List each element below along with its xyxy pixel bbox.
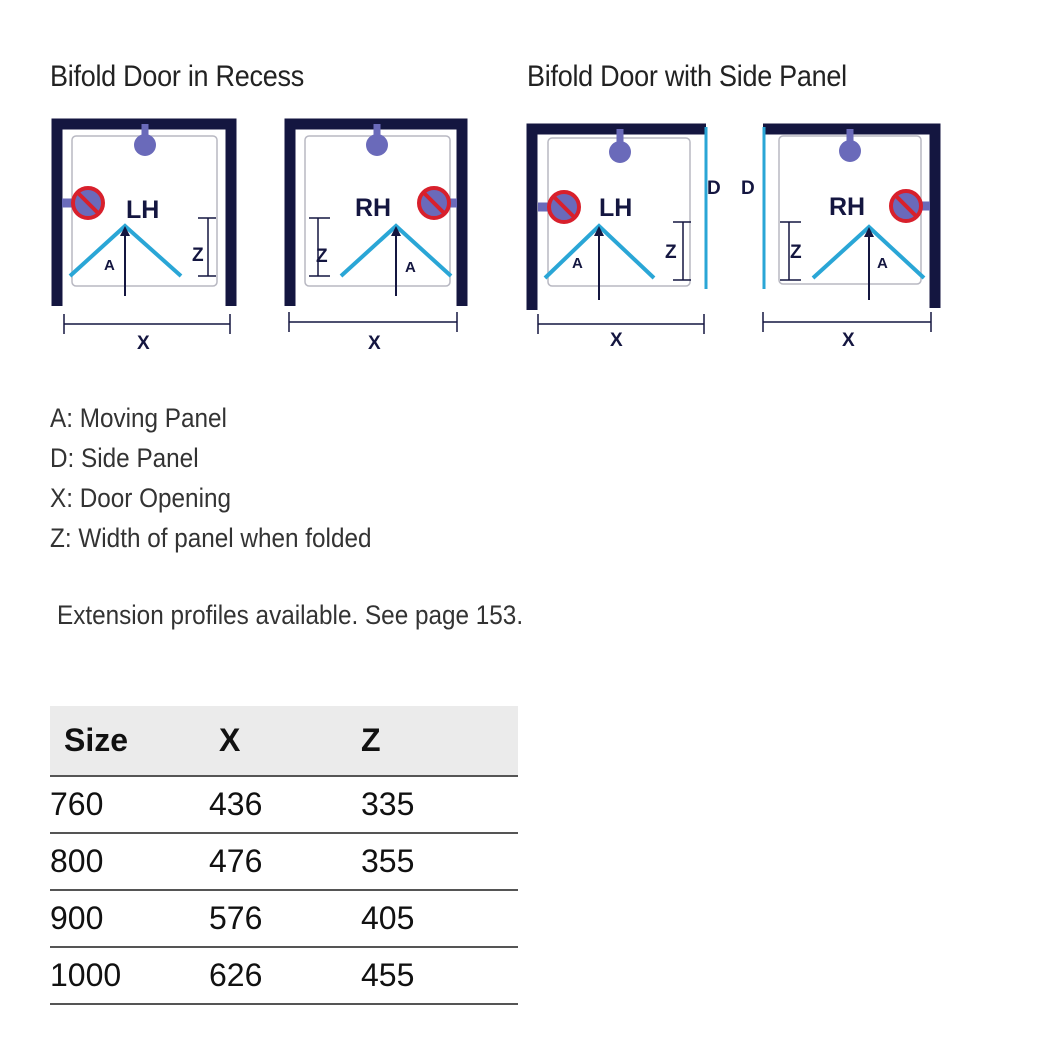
cell-x: 576 [205, 890, 361, 947]
extension-note: Extension profiles available. See page 153. [57, 600, 524, 630]
diagram-side-panel-lh [532, 127, 721, 351]
cell-z: 335 [361, 776, 518, 833]
label-rh: RH [355, 194, 392, 222]
legend-item-d: D: Side Panel [50, 443, 199, 473]
shower-head-icon [134, 134, 156, 156]
heading-recess: Bifold Door in Recess [50, 60, 304, 93]
no-entry-icon [549, 192, 579, 222]
label-a: A [104, 257, 115, 274]
table-row [50, 776, 518, 833]
cell-z: 455 [361, 947, 518, 1004]
label-x: X [137, 333, 150, 354]
shower-head-icon [609, 141, 631, 163]
size-table [50, 706, 518, 1005]
no-entry-icon [419, 188, 449, 218]
label-d: D [741, 178, 755, 199]
cell-size: 760 [50, 776, 205, 833]
label-x: X [368, 333, 381, 354]
diagram-side-panel-rh [741, 127, 935, 351]
legend [50, 398, 371, 558]
cell-x: 436 [205, 776, 361, 833]
label-z: Z [665, 242, 677, 263]
cell-size: 1000 [50, 947, 205, 1004]
shower-head-icon [839, 140, 861, 162]
label-a: A [405, 259, 416, 276]
bifold-door-diagrams [0, 0, 1058, 380]
label-a: A [877, 255, 888, 272]
diagram-recess-lh [57, 124, 231, 354]
label-z: Z [316, 246, 328, 267]
label-rh: RH [829, 193, 866, 221]
cell-x: 626 [205, 947, 361, 1004]
cell-size: 900 [50, 890, 205, 947]
cell-z: 405 [361, 890, 518, 947]
legend-item-z: Z: Width of panel when folded [50, 523, 372, 553]
label-lh: LH [126, 196, 160, 224]
no-entry-icon [891, 191, 921, 221]
diagram-recess-rh [289, 124, 462, 354]
table-row [50, 890, 518, 947]
legend-item-x: X: Door Opening [50, 483, 232, 513]
shower-head-icon [366, 134, 388, 156]
cell-size: 800 [50, 833, 205, 890]
header-size: Size [50, 706, 205, 776]
table-row [50, 833, 518, 890]
label-x: X [610, 330, 623, 351]
legend-item-a: A: Moving Panel [50, 403, 227, 433]
label-a: A [572, 255, 583, 272]
no-entry-icon [73, 188, 103, 218]
label-x: X [842, 330, 855, 351]
cell-x: 476 [205, 833, 361, 890]
header-x: X [205, 706, 361, 776]
table-row [50, 947, 518, 1004]
label-d: D [707, 178, 721, 199]
label-lh: LH [599, 194, 633, 222]
table-header-row [50, 706, 518, 776]
header-z: Z [361, 706, 518, 776]
cell-z: 355 [361, 833, 518, 890]
label-z: Z [790, 242, 802, 263]
heading-side-panel: Bifold Door with Side Panel [527, 60, 847, 93]
label-z: Z [192, 245, 204, 266]
